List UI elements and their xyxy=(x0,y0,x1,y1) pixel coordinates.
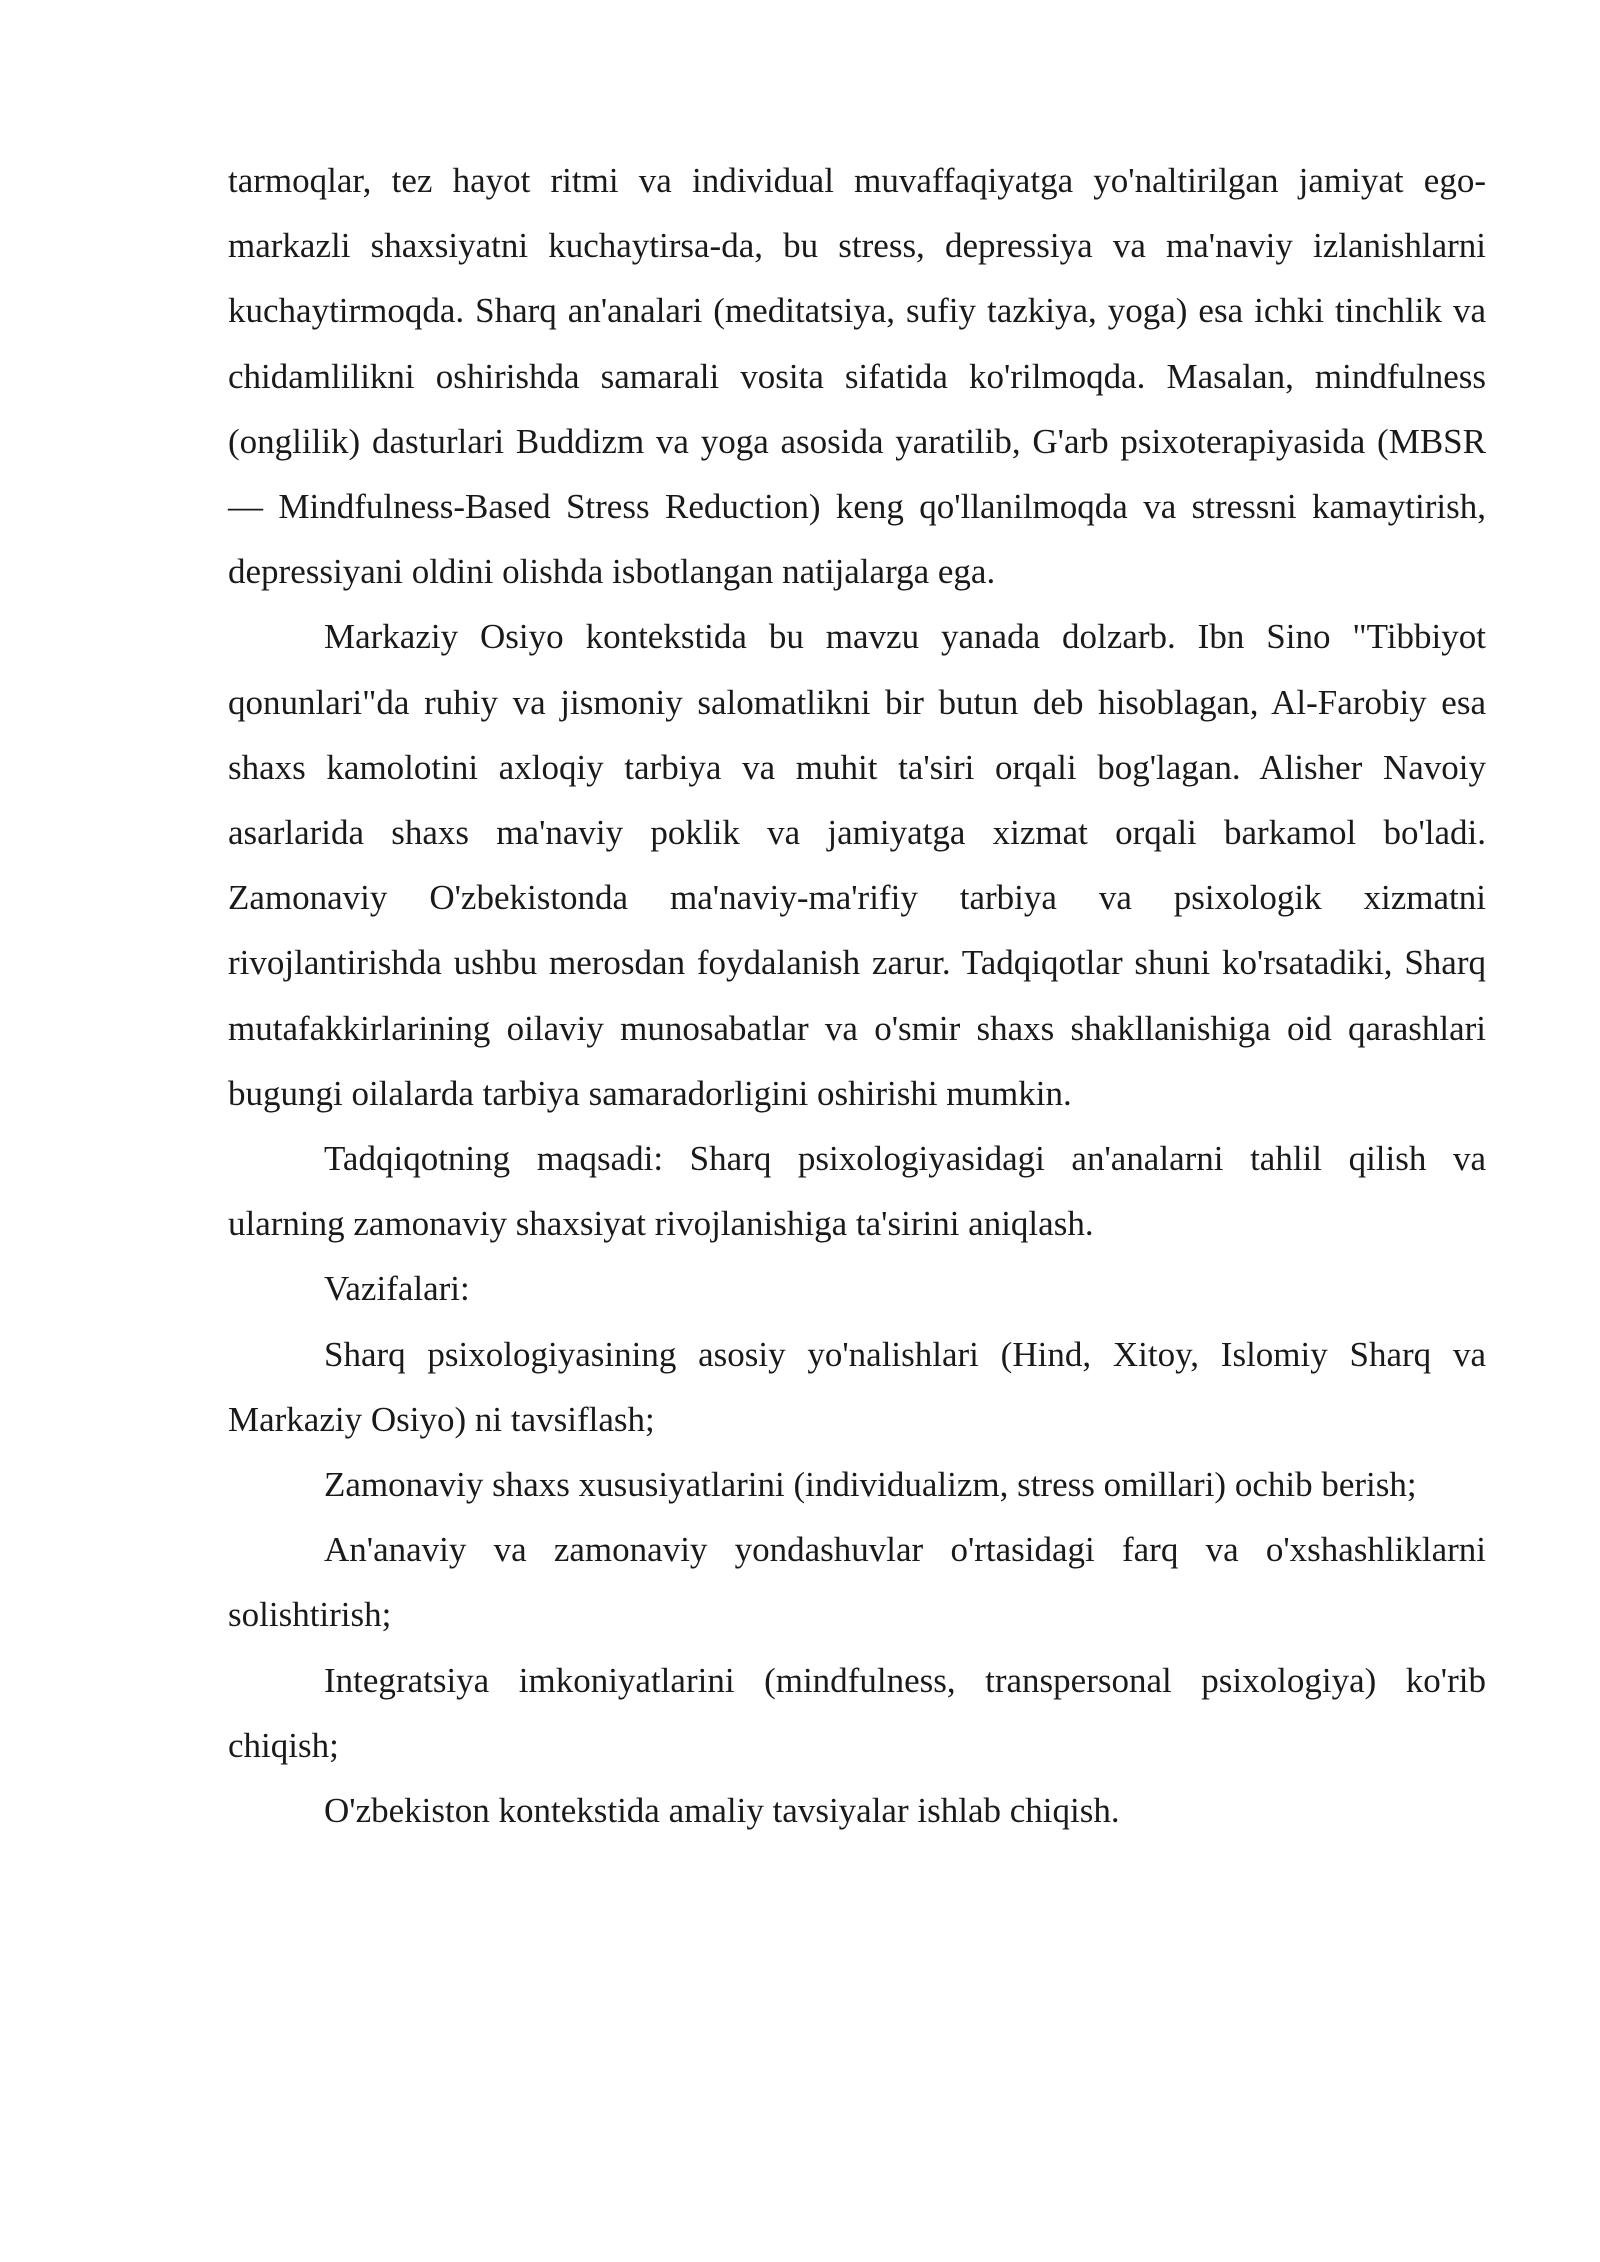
paragraph-central-asia-context: Markaziy Osiyo kontekstida bu mavzu yanada dolzarb. Ibn Sino "Tibbiyot qonunlari"da ruhiy va jismoniy salomatlikni bir butun deb hisoblagan, Al-Farobiy esa shaxs kamolotini axloqiy tarbiya va muhit ta'siri orqali bog'lagan. Alisher Navoiy asarlarida shaxs ma'naviy poklik va jamiyatga xizmat orqali barkamol bo'ladi. Zamonaviy O'zbekistonda ma'naviy-ma'rifiy tarbiya va psixologik xizmatni rivojlantirishda ushbu merosdan foydalanish zarur. Tadqiqotlar shuni ko'rsatadiki, Sharq mutafakkirlarining oilaviy munosabatlar va o'smir shaxs shakllanishiga oid qarashlari bugungi oilalarda tarbiya samaradorligini oshirishi mumkin. xyxy=(228,617,1486,1113)
task-item-1: Sharq psixologiyasining asosiy yo'nalishlari (Hind, Xitoy, Islomiy Sharq va Markaziy Osiyo) ni tavsiflash; xyxy=(228,1334,1486,1439)
task-item-3: An'anaviy va zamonaviy yondashuvlar o'rtasidagi farq va o'xshashliklarni solishtirish; xyxy=(228,1530,1486,1635)
task-item-2: Zamonaviy shaxs xususiyatlarini (individualizm, stress omillari) ochib berish; xyxy=(324,1465,1417,1505)
task-item-5: O'zbekiston kontekstida amaliy tavsiyalar ishlab chiqish. xyxy=(324,1791,1120,1831)
tasks-heading: Vazifalari: xyxy=(324,1269,470,1309)
paragraph-research-goal: Tadqiqotning maqsadi: Sharq psixologiyasidagi an'analarni tahlil qilish va ularning zamonaviy shaxsiyat rivojlanishiga ta'sirini aniqlash. xyxy=(228,1139,1486,1244)
task-item-4: Integratsiya imkoniyatlarini (mindfulness, transpersonal psixologiya) ko'rib chiqish; xyxy=(228,1660,1486,1765)
paragraph-continued-text: tarmoqlar, tez hayot ritmi va individual muvaffaqiyatga yo'naltirilgan jamiyat ego-markazli shaxsiyatni kuchaytirsa-da, bu stress, depressiya va ma'naviy izlanishlarni kuchaytirmoqda. Sharq an'analari (meditatsiya, sufiy tazkiya, yoga) esa ichki tinchlik va chidamlilikni oshirishda samarali vosita sifatida ko'rilmoqda. Masalan, mindfulness (onglilik) dasturlari Buddizm va yoga asosida yaratilib, G'arb psixoterapiyasida (MBSR — Mindfulness-Based Stress Reduction) keng qo'llanilmoqda va stressni kamaytirish, depressiyani oldini olishda isbotlangan natijalarga ega. xyxy=(228,161,1486,592)
document-body xyxy=(228,148,1486,1843)
